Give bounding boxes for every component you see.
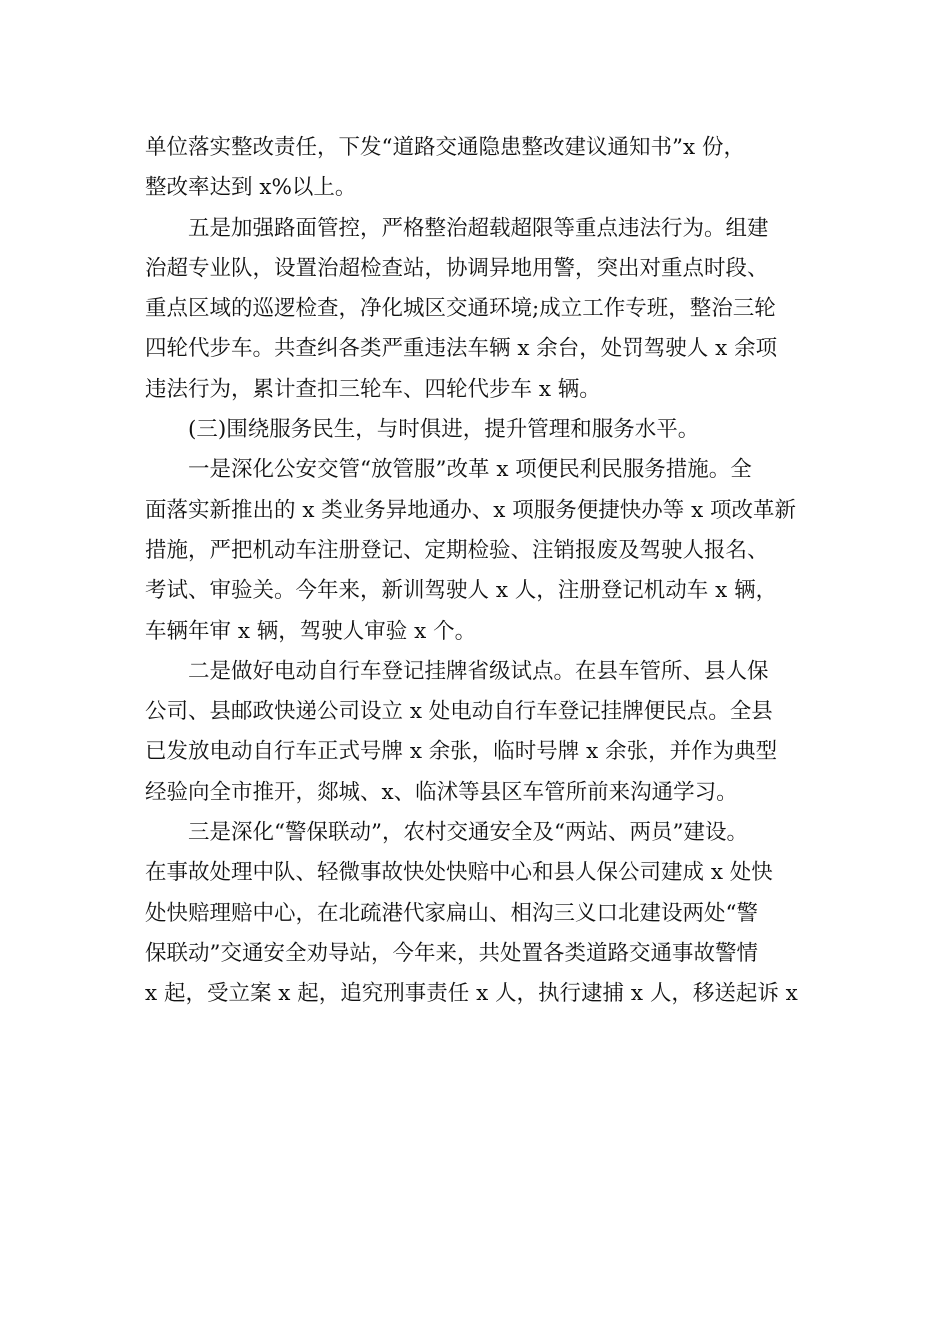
text-line: 经验向全市推开，郯城、x、临沭等县区车管所前来沟通学习。 — [145, 779, 738, 805]
text-line: 一是深化公安交管“放管服”改革 x 项便民利民服务措施。全 — [188, 457, 752, 483]
text-line: 四轮代步车。共查纠各类严重违法车辆 x 余台，处罚驾驶人 x 余项 — [145, 336, 778, 362]
text-line: 处快赔理赔中心，在北疏港代家扁山、相沟三义口北建设两处“警 — [145, 900, 758, 926]
text-line: 面落实新推出的 x 类业务异地通办、x 项服务便捷快办等 x 项改革新 — [145, 497, 797, 523]
text-line: (三)围绕服务民生，与时俱进，提升管理和服务水平。 — [188, 417, 700, 443]
text-line: 单位落实整改责任，下发“道路交通隐患整改建议通知书”x 份， — [145, 135, 745, 160]
text-line: 重点区域的巡逻检查，净化城区交通环境;成立工作专班，整治三轮 — [145, 296, 776, 322]
paragraph-4 — [145, 652, 845, 813]
text-line: 违法行为，累计查扣三轮车、四轮代步车 x 辆。 — [145, 376, 601, 402]
text-line: 整改率达到 x%以上。 — [145, 175, 357, 201]
document-body — [145, 128, 845, 1015]
text-line: 治超专业队，设置治超检查站，协调异地用警，突出对重点时段、 — [145, 255, 769, 281]
paragraph-3 — [145, 450, 845, 651]
text-line: 公司、县邮政快递公司设立 x 处电动自行车登记挂牌便民点。全县 — [145, 699, 773, 725]
section-heading — [145, 410, 845, 450]
paragraph-5 — [145, 813, 845, 1014]
text-line: 三是深化“警保联动”，农村交通安全及“两站、两员”建设。 — [188, 820, 748, 846]
text-line: 保联动”交通安全劝导站，今年来，共处置各类道路交通事故警情 — [145, 940, 758, 966]
text-line: 五是加强路面管控，严格整治超载超限等重点违法行为。组建 — [188, 215, 769, 241]
text-line: 已发放电动自行车正式号牌 x 余张，临时号牌 x 余张，并作为典型 — [145, 739, 778, 765]
text-line: 措施，严把机动车注册登记、定期检验、注销报废及驾驶人报名、 — [145, 537, 769, 563]
text-line: 在事故处理中队、轻微事故快处快赔中心和县人保公司建成 x 处快 — [145, 860, 773, 886]
text-line: 考试、审验关。今年来，新训驾驶人 x 人，注册登记机动车 x 辆， — [145, 578, 778, 604]
text-line: 车辆年审 x 辆，驾驶人审验 x 个。 — [145, 618, 477, 644]
paragraph-2 — [145, 209, 845, 410]
text-line: x 起，受立案 x 起，追究刑事责任 x 人，执行逮捕 x 人，移送起诉 x — [145, 981, 798, 1007]
paragraph-1 — [145, 128, 845, 209]
text-line: 二是做好电动自行车登记挂牌省级试点。在县车管所、县人保 — [188, 658, 769, 684]
